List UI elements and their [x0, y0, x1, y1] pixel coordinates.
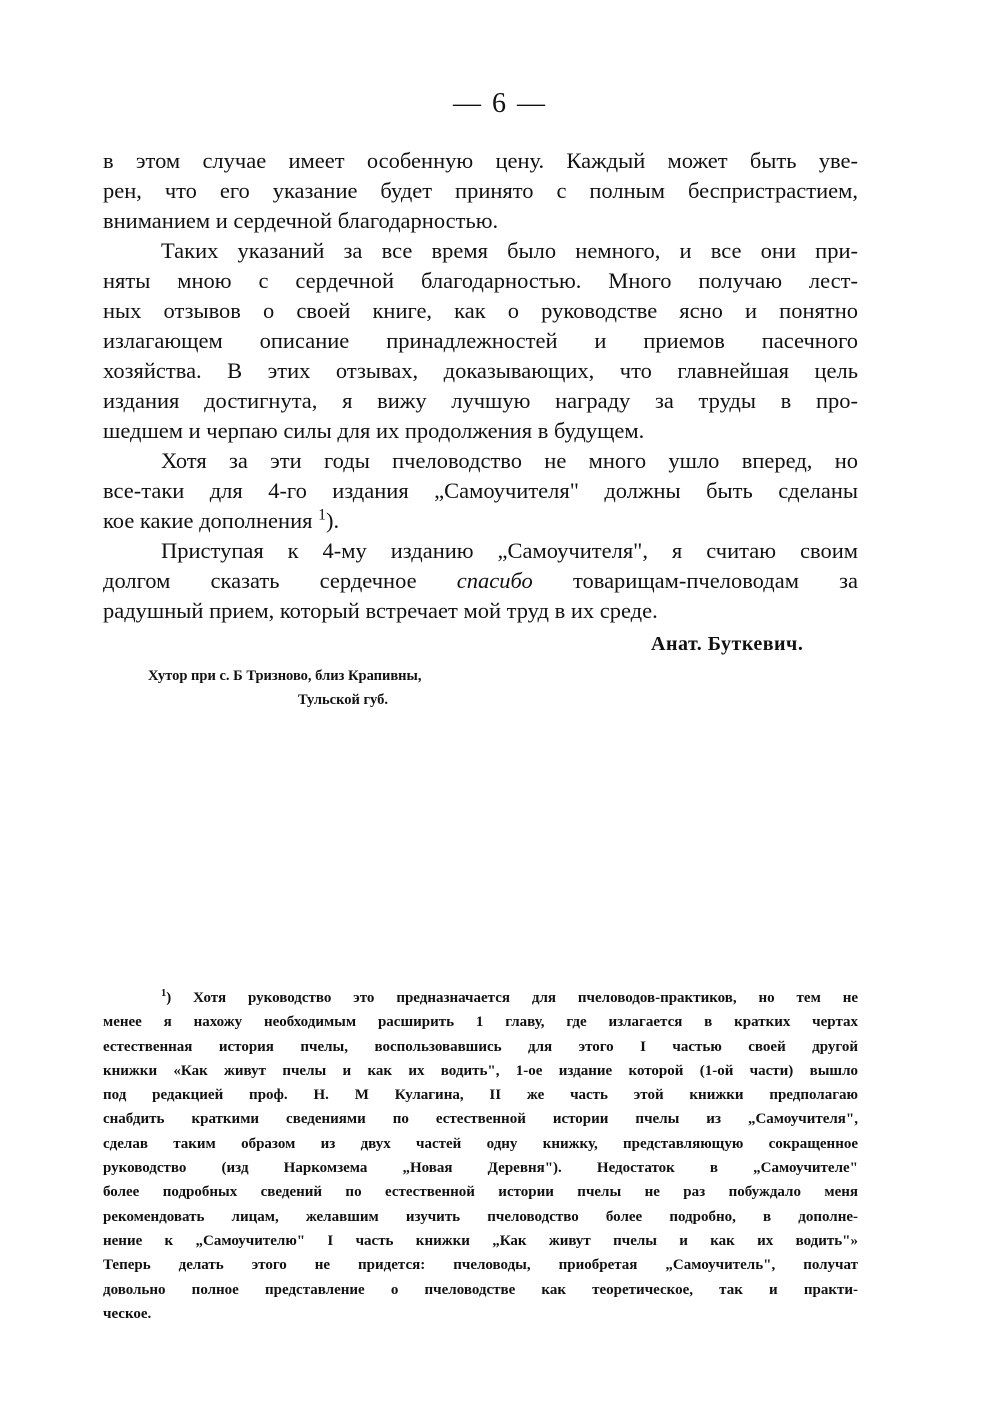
body-line: издания достигнута, я вижу лучшую награду за труды в про- — [103, 388, 858, 413]
footnote-line: книжки «Как живут пчелы и как их водить", 1-ое издание которой (1-ой части) вышло — [103, 1062, 858, 1079]
body-line — [103, 506, 858, 536]
body-line: ных отзывов о своей книге, как о руководстве ясно и понятно — [103, 298, 858, 323]
body-line: Хотя за эти годы пчеловодство не много ушло вперед, но — [161, 448, 858, 473]
footnote-marker: 1 — [161, 988, 167, 999]
footnote-line: под редакцией проф. Н. М Кулагина, II же часть этой книжки предполагаю — [103, 1087, 858, 1104]
body-line: в этом случае имеет особенную цену. Каждый может быть уве- — [103, 148, 858, 173]
page-number: — 6 — — [453, 88, 547, 119]
footnote-ref-close: ). — [325, 508, 340, 533]
body-line: рен, что его указание будет принято с полным беспристрастием, — [103, 178, 858, 203]
body-line: хозяйства. В этих отзывах, доказывающих, что главнейшая цель — [103, 358, 858, 383]
footnote-line: снабдить краткими сведениями по естественной истории пчелы из „Самоучителя", — [103, 1111, 858, 1128]
body-line: радушный прием, который встречает мой труд в их среде. — [103, 598, 658, 623]
footnote-line-text: ) Хотя руководство это предназначается для пчеловодов-практиков, но тем не — [166, 990, 858, 1006]
body-line: излагающем описание принадлежностей и приемов пасечного — [103, 328, 858, 353]
footnote — [103, 986, 858, 1326]
body-line: шедшем и черпаю силы для их продолжения в будущем. — [103, 418, 645, 443]
author-signature: Анат. Буткевич. — [651, 633, 804, 655]
footnote-line: довольно полное представление о пчеловодстве как теоретическое, так и практи- — [103, 1281, 858, 1298]
footnote-line — [103, 986, 858, 1010]
footnote-line: более подробных сведений по естественной истории пчелы не раз побуждало меня — [103, 1184, 858, 1201]
footnote-line: естественная история пчелы, воспользовавшись для этого I частью своей другой — [103, 1038, 858, 1055]
footnote-ref: 1 — [318, 506, 326, 524]
footnote-line: руководство (изд Наркомзема „Новая Деревня"). Недостаток в „Самоучителе" — [103, 1160, 858, 1177]
body-line: Приступая к 4-му изданию „Самоучителя", я считаю своим — [161, 538, 858, 563]
body-line-text: кое какие дополнения — [103, 508, 313, 533]
footnote-line: рекомендовать лицам, желавшим изучить пчеловодство более подробно, в дополне- — [103, 1208, 858, 1225]
footnote-line: ческое. — [103, 1305, 152, 1322]
footnote-line: менее я нахожу необходимым расширить 1 главу, где излагается в кратких чертах — [103, 1014, 858, 1031]
body-line: няты мною с сердечной благодарностью. Много получаю лест- — [103, 268, 858, 293]
footnote-line: сделав таким образом из двух частей одну книжку, представляющую сокращенное — [103, 1135, 858, 1152]
body-line-text: долгом сказать сердечное — [103, 568, 417, 593]
place-line: Хутор при с. Б Тризново, близ Крапивны, — [148, 668, 422, 684]
emphasis-word: спасибо — [456, 568, 533, 593]
body-line — [103, 566, 858, 596]
body-text — [103, 146, 858, 626]
footnote-line: нение к „Самоучителю" I часть книжки „Как живут пчелы и как их водить"» — [103, 1232, 858, 1249]
place-line: Тульской губ. — [298, 692, 388, 708]
body-line: все-таки для 4-го издания „Самоучителя" должны быть сделаны — [103, 478, 858, 503]
body-line-text: товарищам-пчеловодам за — [572, 568, 858, 593]
footnote-line: Теперь делать этого не придется: пчеловоды, приобретая „Самоучитель", получат — [103, 1257, 858, 1274]
body-line: Таких указаний за все время было немного, и все они при- — [161, 238, 858, 263]
place-note — [148, 664, 421, 712]
body-line: вниманием и сердечной благодарностью. — [103, 208, 499, 233]
